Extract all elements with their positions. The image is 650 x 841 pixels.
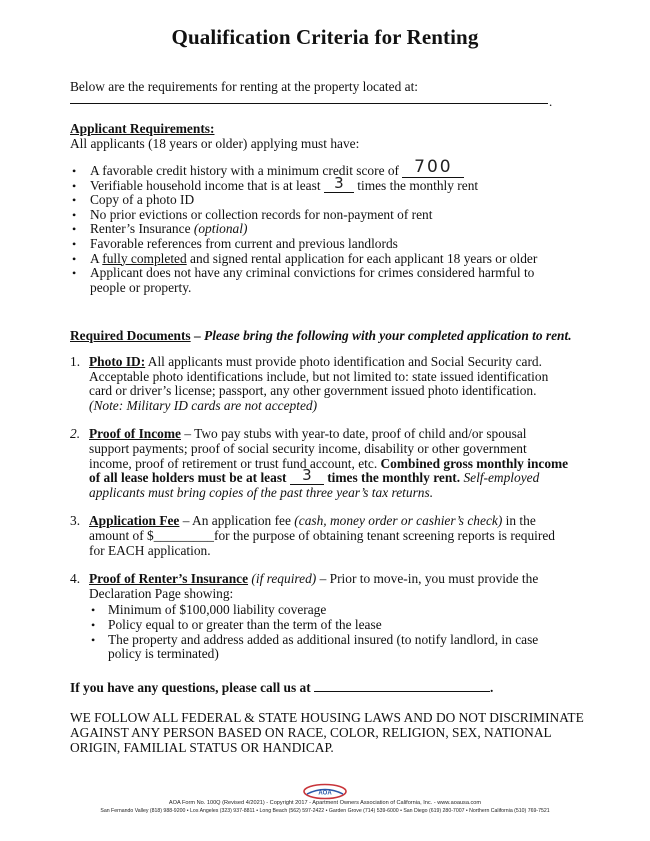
fair-housing-statement: WE FOLLOW ALL FEDERAL & STATE HOUSING LAWS AND DO NOT DISCRIMINATE AGAINST ANY PERSON BASED ON RACE, COLOR, RELIGION, SEX, NATIONAL ORIGIN, FAMILIAL STATUS OR HANDICAP. bbox=[70, 710, 584, 755]
page-title: Qualification Criteria for Renting bbox=[171, 25, 479, 49]
doc-income-text: – Two pay stubs with year-to date, proof of child and/or spousal support payments; proof of social security income, disability or other government income, proof of retirement or trust fund account, etc. bbox=[89, 426, 527, 471]
income-label-end: times the monthly rent bbox=[353, 177, 479, 193]
doc-income-bold-end: times the monthly rent. bbox=[323, 470, 461, 486]
footer-copyright: AOA Form No. 100Q (Revised 4/2021) - Copyright 2017 - Apartment Owners Association of California, Inc. - www.aoausa.com bbox=[168, 800, 482, 806]
insurance-label: Renter’s Insurance bbox=[90, 221, 194, 237]
applicant-heading: Applicant Requirements: bbox=[70, 121, 215, 136]
documents-heading-label: Required Documents bbox=[70, 328, 191, 343]
income-label: Verifiable household income that is at least bbox=[90, 177, 324, 193]
doc-insurance-label: Proof of Renter’s Insurance bbox=[89, 571, 249, 587]
requirement-no-evictions: • No prior evictions or collection records for non-payment of rent bbox=[70, 208, 570, 223]
credit-label: A favorable credit history with a minimum credit score of bbox=[90, 163, 403, 178]
doc-fee-label: Application Fee bbox=[89, 513, 180, 529]
doc-fee-text: – An application fee bbox=[179, 513, 295, 529]
doc-photo-id-label: Photo ID: bbox=[89, 354, 146, 369]
doc-number: 1. bbox=[70, 354, 81, 369]
contact-phone-field[interactable] bbox=[314, 680, 490, 692]
doc-insurance-required: (if required) bbox=[251, 571, 317, 587]
insurance-optional: (optional) bbox=[193, 221, 248, 237]
doc-number: 3. bbox=[70, 513, 81, 529]
requirement-income bbox=[70, 173, 570, 194]
application-fully-completed: fully completed bbox=[102, 250, 187, 266]
property-address-field[interactable] bbox=[70, 103, 548, 104]
applicant-section bbox=[70, 121, 590, 151]
aoa-logo bbox=[302, 783, 348, 800]
doc-proof-of-income bbox=[70, 427, 570, 500]
doc-fee-amount-field[interactable]: _________ bbox=[153, 527, 214, 543]
doc-income-multiplier-field[interactable] bbox=[290, 466, 324, 485]
address-period: . bbox=[549, 94, 553, 109]
required-documents-list bbox=[70, 355, 570, 662]
documents-heading-note: Please bring the following with your completed application to rent. bbox=[204, 328, 572, 343]
contact-period: . bbox=[490, 680, 494, 695]
doc-fee-text-end: for the purpose of obtaining tenant screening reports is required for EACH application. bbox=[89, 527, 555, 558]
doc-photo-id bbox=[70, 355, 570, 413]
doc-income-note: Self-employed applicants must bring copies of the past three year’s tax returns. bbox=[89, 470, 540, 500]
doc-renters-insurance bbox=[70, 572, 570, 662]
doc-income-label: Proof of Income bbox=[89, 426, 181, 442]
documents-heading bbox=[70, 328, 590, 343]
requirement-references: • Favorable references from current and previous landlords bbox=[70, 237, 570, 252]
applicant-requirements-list bbox=[70, 157, 570, 295]
doc-number: 2. bbox=[70, 426, 81, 442]
application-label-pre: A bbox=[90, 250, 103, 266]
requirement-application bbox=[70, 252, 570, 267]
credit-score-field[interactable] bbox=[402, 157, 464, 178]
doc-fee-amount-label: in the amount of $ bbox=[89, 513, 536, 543]
application-label-post: and signed rental application for each applicant 18 years or older bbox=[186, 250, 538, 266]
insurance-item: • Minimum of $100,000 liability coverage bbox=[89, 603, 570, 618]
requirement-credit bbox=[70, 157, 570, 179]
doc-income-bold: Combined gross monthly income of all lease holders must be at least bbox=[89, 455, 569, 486]
doc-photo-id-note: (Note: Military ID cards are not accepted) bbox=[89, 397, 318, 413]
contact-label: If you have any questions, please call us at bbox=[70, 680, 315, 695]
doc-application-fee bbox=[70, 514, 570, 558]
insurance-item: • The property and address added as additional insured (to notify landlord, in case policy is terminated) bbox=[89, 633, 570, 662]
footer-offices: San Fernando Valley (818) 988-9200 • Los Angeles (323) 937-8811 • Long Beach (562) 597-2422 • Garden Grove (714) 539-6000 • San Diego (619) 280-7007 • Northern California (510) 769-7521 bbox=[100, 808, 550, 814]
requirement-criminal: • Applicant does not have any criminal convictions for crimes considered harmful to people or property. bbox=[70, 266, 570, 295]
insurance-requirements-list bbox=[89, 603, 570, 661]
doc-insurance-text: – Prior to move-in, you must provide the Declaration Page showing: bbox=[89, 571, 539, 601]
insurance-item: • Policy equal to or greater than the term of the lease bbox=[89, 618, 570, 633]
intro-text: Below are the requirements for renting at the property located at: bbox=[70, 79, 419, 94]
doc-number: 4. bbox=[70, 571, 81, 587]
requirement-insurance bbox=[70, 222, 570, 237]
documents-heading-sep: – bbox=[190, 328, 205, 343]
credit-score-value: 700 bbox=[414, 157, 453, 177]
doc-fee-methods: (cash, money order or cashier’s check) bbox=[294, 513, 503, 529]
doc-income-multiplier-value: 3 bbox=[302, 466, 312, 485]
income-multiplier-value: 3 bbox=[334, 173, 344, 192]
applicant-subtext: All applicants (18 years or older) applying must have: bbox=[70, 136, 360, 151]
doc-photo-id-text: All applicants must provide photo identification and Social Security card. Acceptable photo identifications include, but not limited to: state issued identification card or driver’s license; passport, any other government issued photo identification. bbox=[89, 354, 549, 399]
requirement-photo-id: • Copy of a photo ID bbox=[70, 193, 570, 208]
contact-line bbox=[70, 680, 590, 695]
income-multiplier-field[interactable] bbox=[324, 173, 354, 193]
aoa-logo-text: AOA bbox=[318, 790, 332, 797]
